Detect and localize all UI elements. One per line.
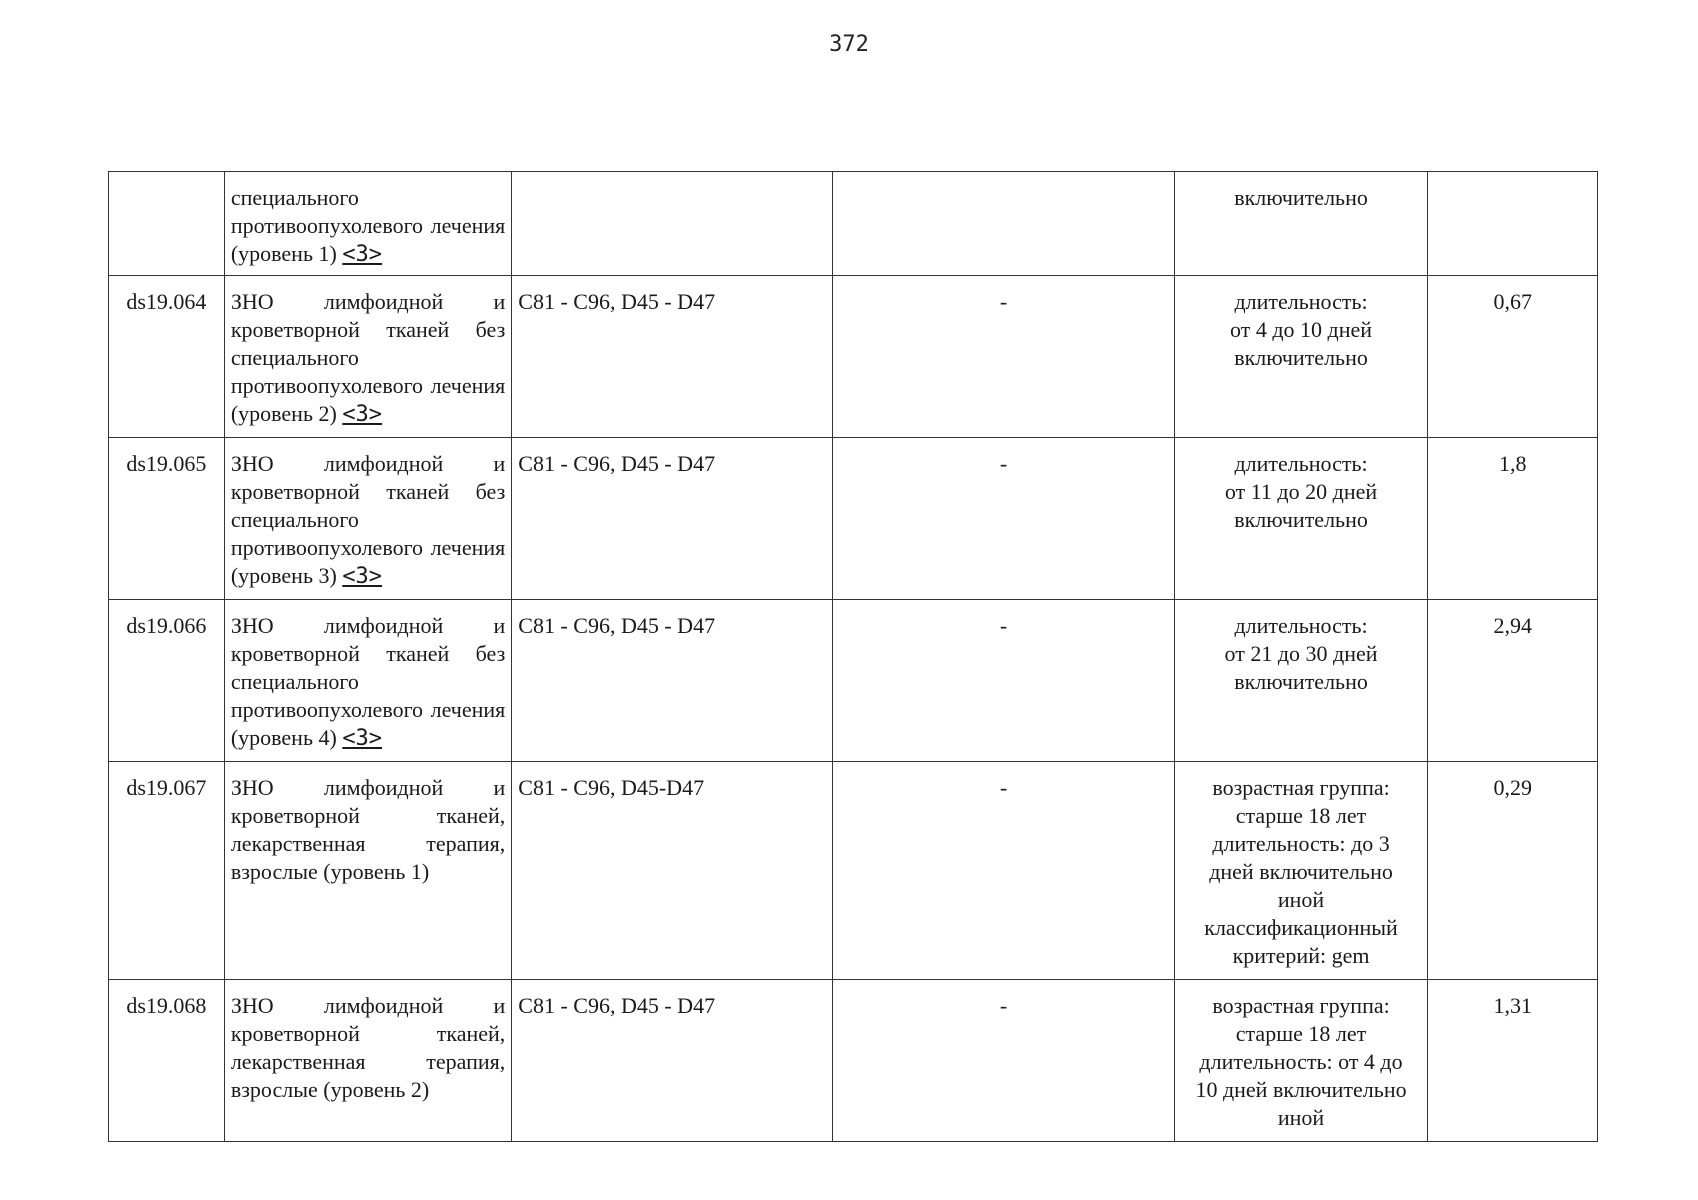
icd-codes-cell: C81 - C96, D45 - D47 <box>512 276 833 438</box>
icd-codes-cell: C81 - C96, D45 - D47 <box>512 600 833 762</box>
group-code-cell <box>109 172 225 276</box>
group-name-cell <box>224 980 511 1142</box>
table-row <box>109 600 1598 762</box>
group-name-text: специального противоопухолевого лечения (уровень 1) <box>230 185 506 266</box>
group-name-text: ЗНО лимфоидной и кроветворной тканей, лекарственная терапия, взрослые (уровень 2) <box>230 993 506 1102</box>
footnote-ref-link[interactable]: <3> <box>342 564 383 589</box>
criteria-cell <box>1174 438 1428 600</box>
group-code-cell: ds19.065 <box>109 438 225 600</box>
coefficient-cell: 2,94 <box>1428 600 1598 762</box>
criteria-cell <box>1174 600 1428 762</box>
group-code-cell: ds19.064 <box>109 276 225 438</box>
group-name-cell <box>224 600 511 762</box>
coefficient-cell: 1,31 <box>1428 980 1598 1142</box>
coefficient-cell: 0,67 <box>1428 276 1598 438</box>
group-name-text: ЗНО лимфоидной и кроветворной тканей без специального противоопухолевого лечения (уровень 3) <box>230 451 506 588</box>
criteria-line: включительно <box>1234 669 1368 694</box>
criteria-cell <box>1174 276 1428 438</box>
criteria-line: возрастная группа: <box>1212 993 1390 1018</box>
criteria-cell <box>1174 762 1428 980</box>
table-row <box>109 172 1598 276</box>
icd-codes-cell: C81 - C96, D45 - D47 <box>512 438 833 600</box>
criteria-line: длительность: <box>1234 451 1368 476</box>
footnote-ref-link[interactable]: <3> <box>342 726 383 751</box>
service-codes-cell: - <box>833 276 1174 438</box>
criteria-line: возрастная группа: <box>1212 775 1390 800</box>
service-codes-cell: - <box>833 438 1174 600</box>
criteria-line: иной <box>1277 887 1325 912</box>
icd-codes-cell: C81 - C96, D45 - D47 <box>512 980 833 1142</box>
criteria-line: включительно <box>1234 345 1368 370</box>
criteria-line: иной <box>1277 1105 1325 1130</box>
criteria-line: старше 18 лет <box>1235 803 1367 828</box>
group-code-cell: ds19.066 <box>109 600 225 762</box>
criteria-line: 10 дней включительно <box>1195 1077 1407 1102</box>
coefficient-cell: 0,29 <box>1428 762 1598 980</box>
group-name-cell <box>224 276 511 438</box>
criteria-cell <box>1174 980 1428 1142</box>
table-row <box>109 762 1598 980</box>
criteria-line: от 11 до 20 дней <box>1224 479 1378 504</box>
group-name-text: ЗНО лимфоидной и кроветворной тканей, лекарственная терапия, взрослые (уровень 1) <box>230 775 506 884</box>
footnote-ref-link[interactable]: <3> <box>342 242 383 267</box>
coefficient-cell: 1,8 <box>1428 438 1598 600</box>
group-code-cell: ds19.068 <box>109 980 225 1142</box>
service-codes-cell: - <box>833 762 1174 980</box>
criteria-line: длительность: от 4 до <box>1199 1049 1403 1074</box>
criteria-cell <box>1174 172 1428 276</box>
footnote-ref-link[interactable]: <3> <box>342 402 383 427</box>
table-row <box>109 980 1598 1142</box>
criteria-line: от 21 до 30 дней <box>1224 641 1378 666</box>
criteria-line: дней включительно <box>1209 859 1393 884</box>
page-number: 372 <box>829 32 869 57</box>
table-row <box>109 276 1598 438</box>
service-codes-cell <box>833 172 1174 276</box>
tariff-table <box>108 171 1598 1142</box>
service-codes-cell: - <box>833 600 1174 762</box>
criteria-line: длительность: <box>1234 289 1368 314</box>
criteria-line: длительность: <box>1234 613 1368 638</box>
service-codes-cell: - <box>833 980 1174 1142</box>
group-name-cell <box>224 172 511 276</box>
criteria-line: включительно <box>1234 185 1368 210</box>
criteria-line: включительно <box>1234 507 1368 532</box>
criteria-line: классификационный <box>1204 915 1398 940</box>
group-code-cell: ds19.067 <box>109 762 225 980</box>
group-name-cell <box>224 438 511 600</box>
criteria-line: критерий: gem <box>1232 943 1370 968</box>
icd-codes-cell: C81 - C96, D45-D47 <box>512 762 833 980</box>
criteria-line: старше 18 лет <box>1235 1021 1367 1046</box>
group-name-text: ЗНО лимфоидной и кроветворной тканей без специального противоопухолевого лечения (уровень 2) <box>230 289 506 426</box>
icd-codes-cell <box>512 172 833 276</box>
group-name-text: ЗНО лимфоидной и кроветворной тканей без специального противоопухолевого лечения (уровень 4) <box>230 613 506 750</box>
table-row <box>109 438 1598 600</box>
group-name-cell <box>224 762 511 980</box>
criteria-line: от 4 до 10 дней <box>1230 317 1373 342</box>
coefficient-cell <box>1428 172 1598 276</box>
criteria-line: длительность: до 3 <box>1212 831 1390 856</box>
